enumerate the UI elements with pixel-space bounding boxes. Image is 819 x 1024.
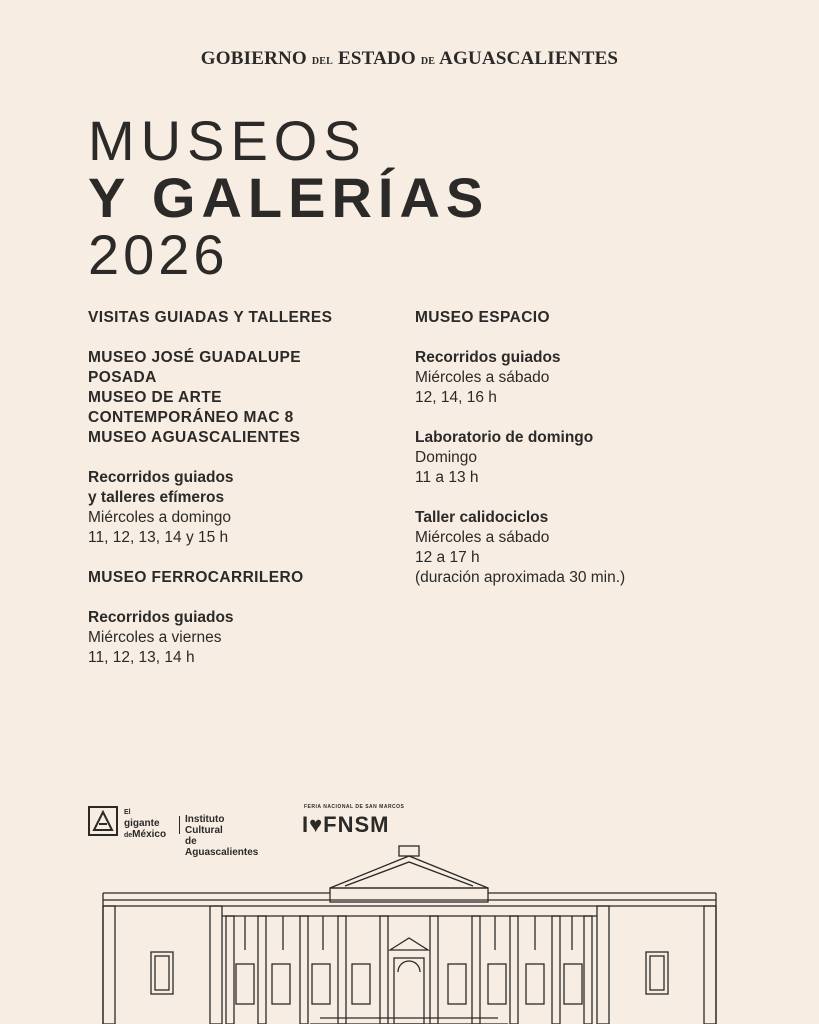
museum-name: MUSEO DE ARTE: [88, 389, 222, 406]
museum-name: MUSEO ESPACIO: [415, 309, 550, 326]
activity-days: Domingo: [415, 449, 478, 466]
title-year: 2026: [88, 223, 229, 286]
gov-word-2: ESTADO: [337, 48, 416, 69]
activity-hours: 11 a 13 h: [415, 469, 479, 486]
activity-title: Taller calidociclos: [415, 509, 549, 526]
museum-name: MUSEO AGUASCALIENTES: [88, 429, 301, 446]
museum-name: MUSEO FERROCARRILERO: [88, 569, 304, 586]
gov-word-1: GOBIERNO: [200, 48, 307, 69]
logo-divider: [179, 816, 180, 834]
section-heading: VISITAS GUIADAS Y TALLERES: [88, 309, 333, 326]
activity-hours: 11, 12, 13, 14 y 15 h: [88, 529, 229, 546]
fnsm-caption: FERIA NACIONAL DE SAN MARCOS: [304, 804, 405, 810]
title-line-2: Y GALERÍAS: [88, 166, 490, 229]
ica-logo: Instituto Cultural de Aguascalientes: [185, 814, 259, 858]
gov-small-2: DE: [420, 56, 436, 67]
activity-days: Miércoles a domingo: [88, 509, 232, 526]
activity-title: y talleres efímeros: [88, 489, 225, 506]
gigante-wordmark: El gigante deMéxico: [124, 809, 167, 840]
activity-title: Laboratorio de domingo: [415, 429, 594, 446]
right-column: [415, 308, 735, 588]
activity-hours: 12 a 17 h: [415, 549, 480, 566]
government-header: [0, 48, 819, 70]
activity-days: Miércoles a sábado: [415, 529, 550, 546]
activity-title: Recorridos guiados: [415, 349, 561, 366]
museum-name: MUSEO JOSÉ GUADALUPE: [88, 349, 301, 366]
gov-small-1: DEL: [311, 56, 334, 67]
title-line-1: MUSEOS: [88, 109, 367, 172]
activity-days: Miércoles a sábado: [415, 369, 550, 386]
activity-hours: 11, 12, 13, 14 h: [88, 649, 195, 666]
activity-note: (duración aproximada 30 min.): [415, 569, 626, 586]
activity-title: Recorridos guiados: [88, 609, 234, 626]
activity-days: Miércoles a viernes: [88, 629, 222, 646]
page-title: [88, 109, 490, 286]
museum-name: CONTEMPORÁNEO MAC 8: [88, 409, 294, 426]
museum-name: POSADA: [88, 369, 157, 386]
left-column: [88, 308, 388, 668]
fnsm-logo: I♥FNSM: [302, 812, 390, 837]
activity-title: Recorridos guiados: [88, 469, 234, 486]
activity-hours: 12, 14, 16 h: [415, 389, 497, 406]
museum-building-illustration: [0, 840, 819, 1024]
gov-word-3: AGUASCALIENTES: [439, 48, 619, 69]
gigante-logo-icon: [88, 806, 118, 836]
